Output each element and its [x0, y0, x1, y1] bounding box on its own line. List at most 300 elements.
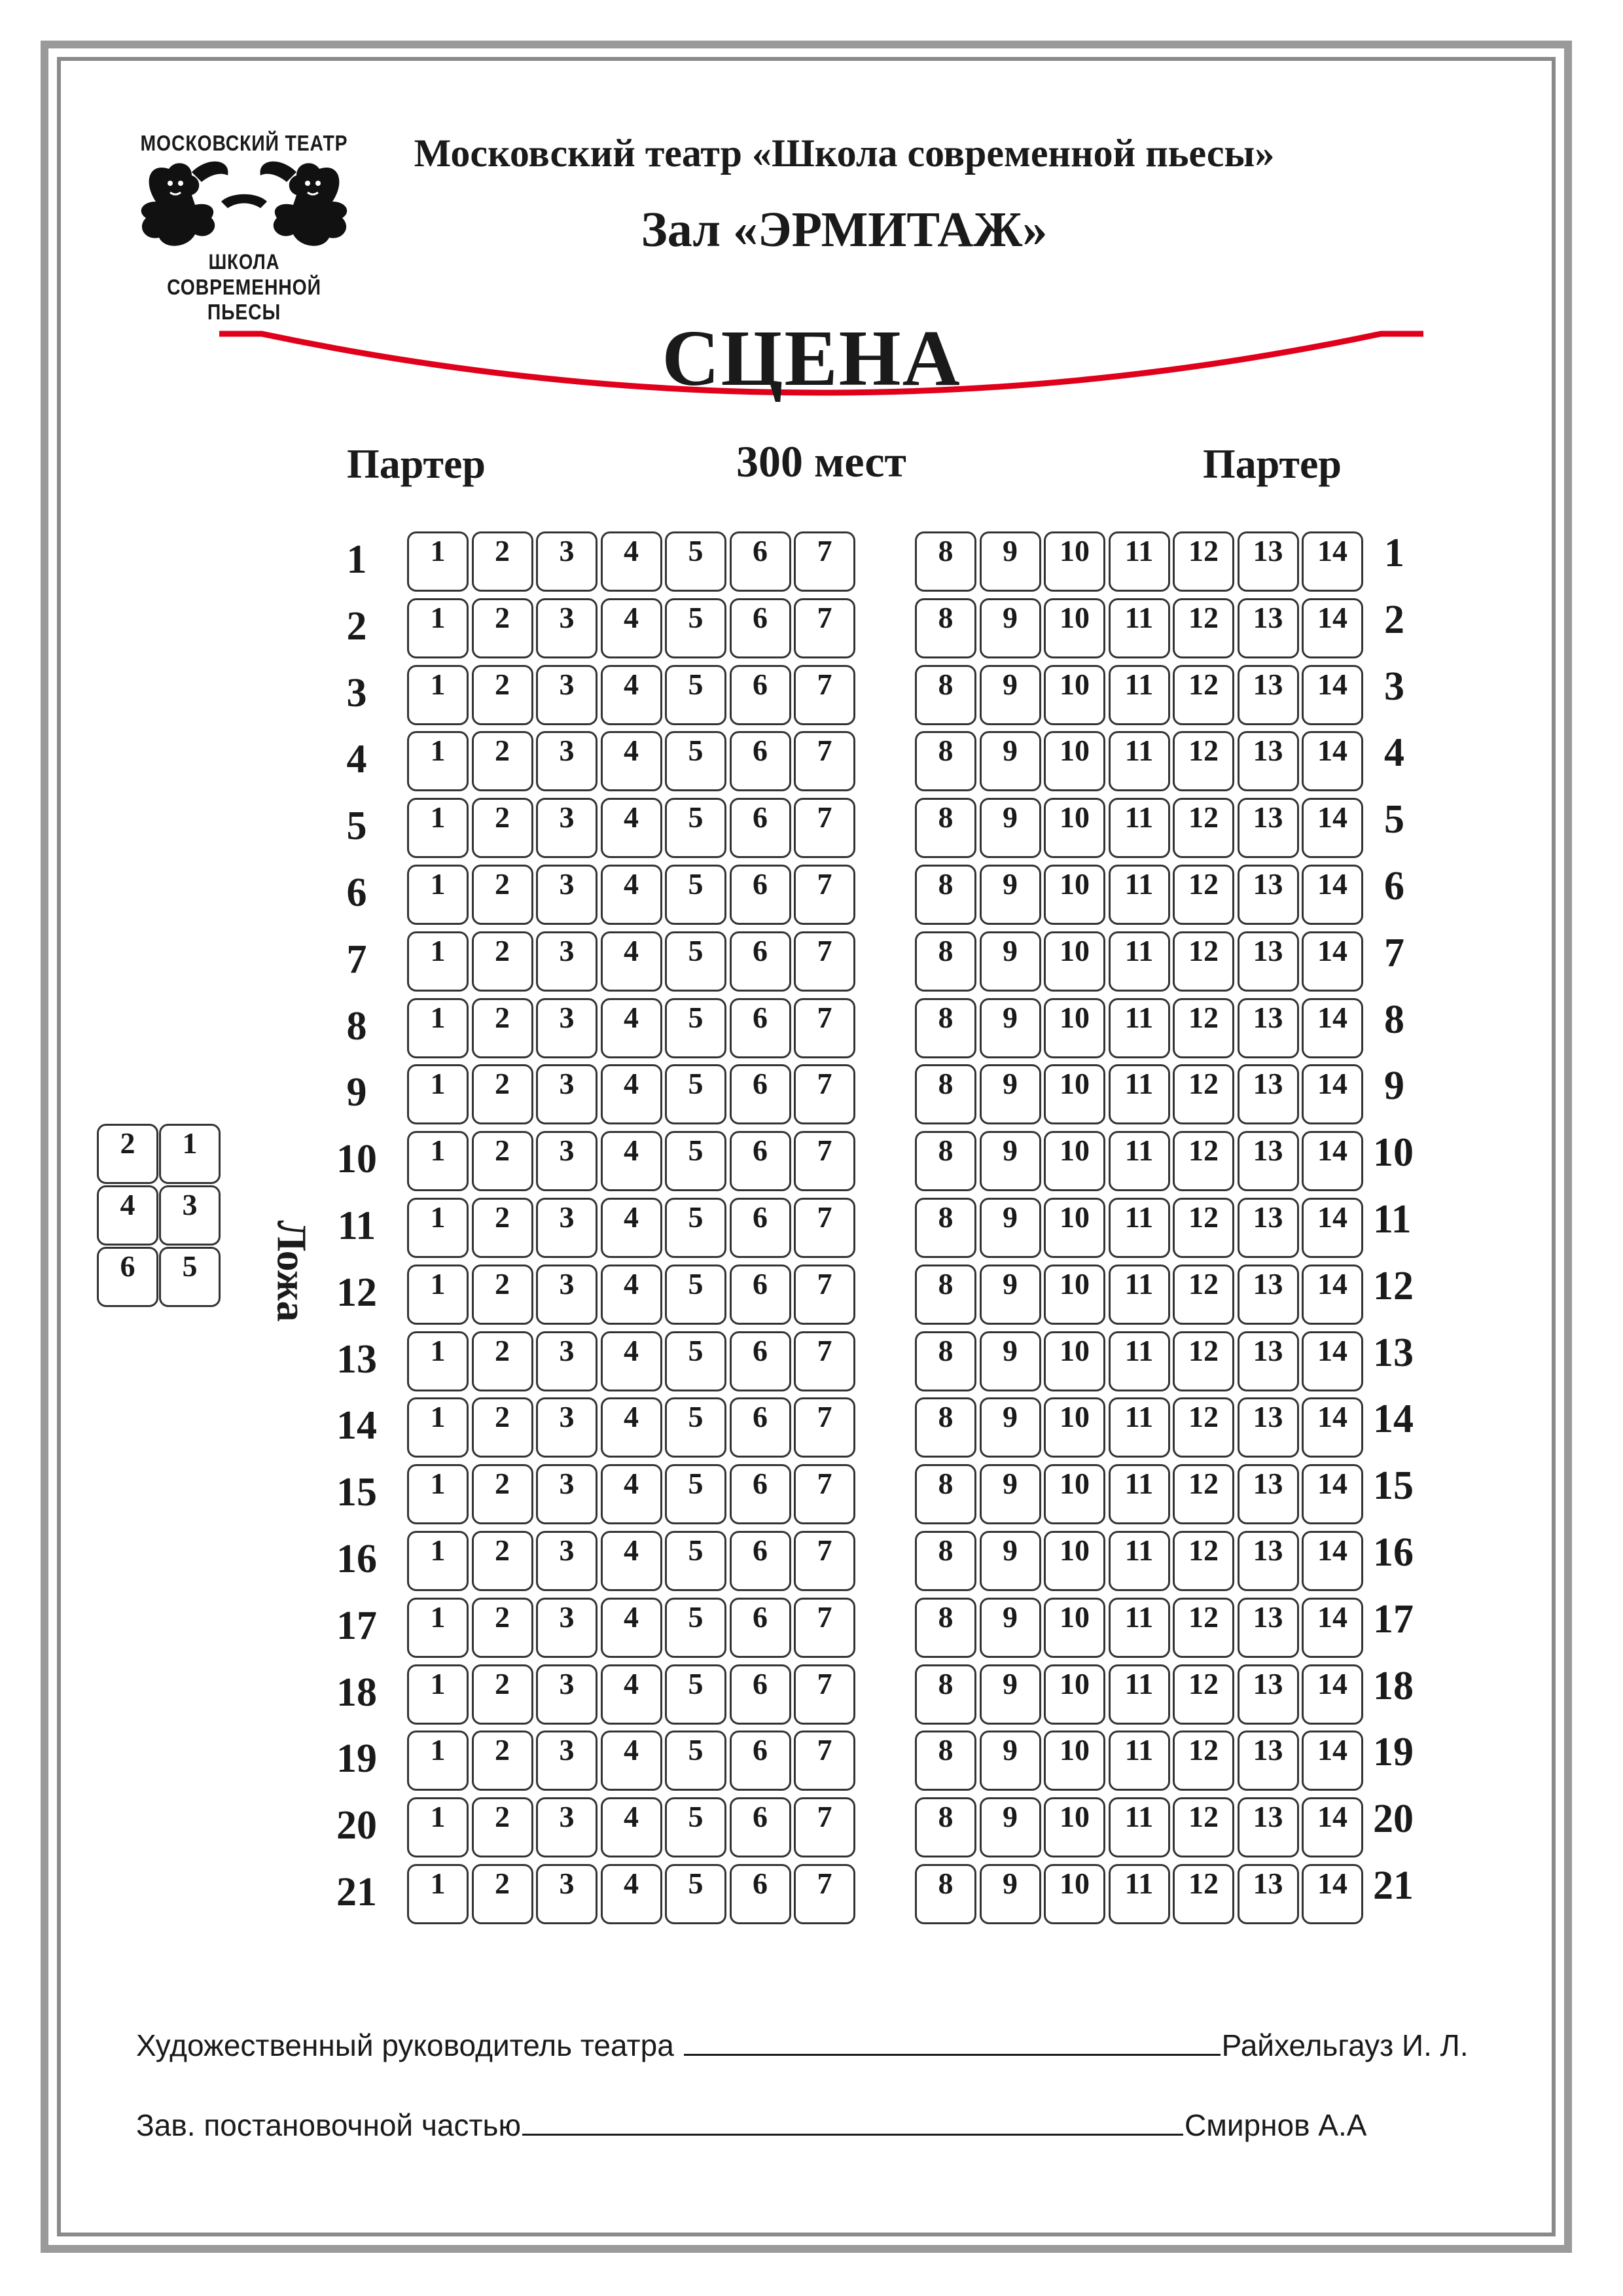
seat-row-21-8[interactable]: [915, 1864, 976, 1924]
seat-row-8-11[interactable]: [1109, 998, 1170, 1058]
seat-row-9-8[interactable]: [915, 1064, 976, 1124]
seat-row-9-10[interactable]: [1044, 1064, 1105, 1124]
box-seat-5[interactable]: [159, 1247, 221, 1307]
seat-row-4-4[interactable]: [601, 731, 662, 791]
seat-row-15-12[interactable]: [1173, 1464, 1234, 1524]
seat-row-19-5[interactable]: [665, 1731, 726, 1791]
seat-row-9-14[interactable]: [1302, 1064, 1363, 1124]
seat-row-16-6[interactable]: [730, 1531, 791, 1591]
seat-row-4-3[interactable]: [536, 731, 597, 791]
seat-row-14-7[interactable]: [794, 1397, 855, 1458]
seat-row-7-6[interactable]: [730, 931, 791, 992]
box-seat-4[interactable]: [97, 1185, 158, 1246]
seat-row-1-13[interactable]: [1238, 531, 1299, 592]
seat-row-5-1[interactable]: [407, 798, 469, 858]
seat-row-14-8[interactable]: [915, 1397, 976, 1458]
seat-row-7-13[interactable]: [1238, 931, 1299, 992]
seat-row-15-3[interactable]: [536, 1464, 597, 1524]
seat-row-13-9[interactable]: [980, 1331, 1041, 1391]
seat-row-5-12[interactable]: [1173, 798, 1234, 858]
seat-row-14-6[interactable]: [730, 1397, 791, 1458]
seat-row-14-4[interactable]: [601, 1397, 662, 1458]
seat-row-11-8[interactable]: [915, 1198, 976, 1258]
seat-row-11-10[interactable]: [1044, 1198, 1105, 1258]
seat-row-6-13[interactable]: [1238, 865, 1299, 925]
seat-row-19-9[interactable]: [980, 1731, 1041, 1791]
seat-row-14-12[interactable]: [1173, 1397, 1234, 1458]
seat-row-4-8[interactable]: [915, 731, 976, 791]
seat-row-5-14[interactable]: [1302, 798, 1363, 858]
seat-row-12-1[interactable]: [407, 1265, 469, 1325]
seat-row-20-6[interactable]: [730, 1797, 791, 1857]
seat-row-10-14[interactable]: [1302, 1131, 1363, 1191]
seat-row-21-9[interactable]: [980, 1864, 1041, 1924]
seat-row-12-6[interactable]: [730, 1265, 791, 1325]
seat-row-11-13[interactable]: [1238, 1198, 1299, 1258]
seat-row-4-2[interactable]: [472, 731, 533, 791]
seat-row-14-5[interactable]: [665, 1397, 726, 1458]
seat-row-11-6[interactable]: [730, 1198, 791, 1258]
seat-row-11-2[interactable]: [472, 1198, 533, 1258]
seat-row-7-14[interactable]: [1302, 931, 1363, 992]
seat-row-21-5[interactable]: [665, 1864, 726, 1924]
seat-row-8-14[interactable]: [1302, 998, 1363, 1058]
seat-row-17-7[interactable]: [794, 1598, 855, 1658]
seat-row-2-14[interactable]: [1302, 598, 1363, 658]
seat-row-8-6[interactable]: [730, 998, 791, 1058]
seat-row-10-6[interactable]: [730, 1131, 791, 1191]
seat-row-5-4[interactable]: [601, 798, 662, 858]
seat-row-3-11[interactable]: [1109, 665, 1170, 725]
seat-row-8-3[interactable]: [536, 998, 597, 1058]
seat-row-17-1[interactable]: [407, 1598, 469, 1658]
seat-row-2-13[interactable]: [1238, 598, 1299, 658]
seat-row-8-8[interactable]: [915, 998, 976, 1058]
seat-row-16-7[interactable]: [794, 1531, 855, 1591]
seat-row-21-3[interactable]: [536, 1864, 597, 1924]
seat-row-1-14[interactable]: [1302, 531, 1363, 592]
seat-row-5-7[interactable]: [794, 798, 855, 858]
seat-row-14-14[interactable]: [1302, 1397, 1363, 1458]
seat-row-16-9[interactable]: [980, 1531, 1041, 1591]
seat-row-15-9[interactable]: [980, 1464, 1041, 1524]
seat-row-1-7[interactable]: [794, 531, 855, 592]
seat-row-18-12[interactable]: [1173, 1664, 1234, 1725]
seat-row-1-11[interactable]: [1109, 531, 1170, 592]
seat-row-3-4[interactable]: [601, 665, 662, 725]
seat-row-19-14[interactable]: [1302, 1731, 1363, 1791]
seat-row-11-7[interactable]: [794, 1198, 855, 1258]
seat-row-16-12[interactable]: [1173, 1531, 1234, 1591]
seat-row-10-9[interactable]: [980, 1131, 1041, 1191]
seat-row-9-12[interactable]: [1173, 1064, 1234, 1124]
seat-row-18-2[interactable]: [472, 1664, 533, 1725]
seat-row-21-11[interactable]: [1109, 1864, 1170, 1924]
seat-row-6-2[interactable]: [472, 865, 533, 925]
seat-row-20-12[interactable]: [1173, 1797, 1234, 1857]
seat-row-19-12[interactable]: [1173, 1731, 1234, 1791]
seat-row-5-6[interactable]: [730, 798, 791, 858]
seat-row-3-10[interactable]: [1044, 665, 1105, 725]
seat-row-21-4[interactable]: [601, 1864, 662, 1924]
seat-row-19-4[interactable]: [601, 1731, 662, 1791]
seat-row-3-6[interactable]: [730, 665, 791, 725]
seat-row-2-8[interactable]: [915, 598, 976, 658]
seat-row-21-2[interactable]: [472, 1864, 533, 1924]
seat-row-2-1[interactable]: [407, 598, 469, 658]
seat-row-6-10[interactable]: [1044, 865, 1105, 925]
seat-row-19-6[interactable]: [730, 1731, 791, 1791]
seat-row-16-13[interactable]: [1238, 1531, 1299, 1591]
seat-row-13-12[interactable]: [1173, 1331, 1234, 1391]
seat-row-13-14[interactable]: [1302, 1331, 1363, 1391]
seat-row-16-11[interactable]: [1109, 1531, 1170, 1591]
seat-row-20-11[interactable]: [1109, 1797, 1170, 1857]
seat-row-14-11[interactable]: [1109, 1397, 1170, 1458]
seat-row-19-1[interactable]: [407, 1731, 469, 1791]
seat-row-12-5[interactable]: [665, 1265, 726, 1325]
seat-row-3-14[interactable]: [1302, 665, 1363, 725]
seat-row-11-11[interactable]: [1109, 1198, 1170, 1258]
seat-row-13-2[interactable]: [472, 1331, 533, 1391]
seat-row-18-5[interactable]: [665, 1664, 726, 1725]
seat-row-17-10[interactable]: [1044, 1598, 1105, 1658]
seat-row-10-1[interactable]: [407, 1131, 469, 1191]
seat-row-18-14[interactable]: [1302, 1664, 1363, 1725]
seat-row-3-7[interactable]: [794, 665, 855, 725]
seat-row-18-6[interactable]: [730, 1664, 791, 1725]
seat-row-19-13[interactable]: [1238, 1731, 1299, 1791]
seat-row-1-9[interactable]: [980, 531, 1041, 592]
seat-row-5-2[interactable]: [472, 798, 533, 858]
seat-row-16-4[interactable]: [601, 1531, 662, 1591]
seat-row-17-14[interactable]: [1302, 1598, 1363, 1658]
seat-row-7-11[interactable]: [1109, 931, 1170, 992]
seat-row-3-3[interactable]: [536, 665, 597, 725]
seat-row-3-12[interactable]: [1173, 665, 1234, 725]
seat-row-20-4[interactable]: [601, 1797, 662, 1857]
seat-row-1-8[interactable]: [915, 531, 976, 592]
box-seat-2[interactable]: [97, 1124, 158, 1184]
seat-row-15-5[interactable]: [665, 1464, 726, 1524]
seat-row-17-4[interactable]: [601, 1598, 662, 1658]
seat-row-15-10[interactable]: [1044, 1464, 1105, 1524]
seat-row-9-4[interactable]: [601, 1064, 662, 1124]
seat-row-18-11[interactable]: [1109, 1664, 1170, 1725]
seat-row-15-7[interactable]: [794, 1464, 855, 1524]
seat-row-12-13[interactable]: [1238, 1265, 1299, 1325]
seat-row-20-13[interactable]: [1238, 1797, 1299, 1857]
seat-row-8-10[interactable]: [1044, 998, 1105, 1058]
seat-row-4-5[interactable]: [665, 731, 726, 791]
seat-row-10-13[interactable]: [1238, 1131, 1299, 1191]
seat-row-12-12[interactable]: [1173, 1265, 1234, 1325]
seat-row-10-8[interactable]: [915, 1131, 976, 1191]
seat-row-16-14[interactable]: [1302, 1531, 1363, 1591]
seat-row-11-12[interactable]: [1173, 1198, 1234, 1258]
seat-row-10-10[interactable]: [1044, 1131, 1105, 1191]
seat-row-15-6[interactable]: [730, 1464, 791, 1524]
seat-row-1-4[interactable]: [601, 531, 662, 592]
seat-row-1-1[interactable]: [407, 531, 469, 592]
seat-row-19-8[interactable]: [915, 1731, 976, 1791]
seat-row-8-4[interactable]: [601, 998, 662, 1058]
seat-row-20-10[interactable]: [1044, 1797, 1105, 1857]
seat-row-2-6[interactable]: [730, 598, 791, 658]
seat-row-6-12[interactable]: [1173, 865, 1234, 925]
seat-row-18-7[interactable]: [794, 1664, 855, 1725]
seat-row-6-1[interactable]: [407, 865, 469, 925]
seat-row-17-6[interactable]: [730, 1598, 791, 1658]
seat-row-21-6[interactable]: [730, 1864, 791, 1924]
seat-row-17-12[interactable]: [1173, 1598, 1234, 1658]
seat-row-11-14[interactable]: [1302, 1198, 1363, 1258]
seat-row-10-5[interactable]: [665, 1131, 726, 1191]
box-seat-3[interactable]: [159, 1185, 221, 1246]
seat-row-18-10[interactable]: [1044, 1664, 1105, 1725]
seat-row-19-2[interactable]: [472, 1731, 533, 1791]
seat-row-5-11[interactable]: [1109, 798, 1170, 858]
seat-row-1-6[interactable]: [730, 531, 791, 592]
seat-row-1-12[interactable]: [1173, 531, 1234, 592]
seat-row-16-2[interactable]: [472, 1531, 533, 1591]
seat-row-14-3[interactable]: [536, 1397, 597, 1458]
seat-row-6-7[interactable]: [794, 865, 855, 925]
seat-row-16-8[interactable]: [915, 1531, 976, 1591]
seat-row-5-10[interactable]: [1044, 798, 1105, 858]
seat-row-9-13[interactable]: [1238, 1064, 1299, 1124]
seat-row-10-4[interactable]: [601, 1131, 662, 1191]
seat-row-7-7[interactable]: [794, 931, 855, 992]
seat-row-20-2[interactable]: [472, 1797, 533, 1857]
seat-row-5-5[interactable]: [665, 798, 726, 858]
seat-row-12-4[interactable]: [601, 1265, 662, 1325]
seat-row-6-4[interactable]: [601, 865, 662, 925]
seat-row-18-8[interactable]: [915, 1664, 976, 1725]
seat-row-21-12[interactable]: [1173, 1864, 1234, 1924]
seat-row-6-14[interactable]: [1302, 865, 1363, 925]
seat-row-21-14[interactable]: [1302, 1864, 1363, 1924]
seat-row-14-13[interactable]: [1238, 1397, 1299, 1458]
seat-row-5-13[interactable]: [1238, 798, 1299, 858]
seat-row-12-9[interactable]: [980, 1265, 1041, 1325]
seat-row-3-8[interactable]: [915, 665, 976, 725]
seat-row-7-9[interactable]: [980, 931, 1041, 992]
seat-row-20-3[interactable]: [536, 1797, 597, 1857]
seat-row-1-10[interactable]: [1044, 531, 1105, 592]
seat-row-2-7[interactable]: [794, 598, 855, 658]
seat-row-9-7[interactable]: [794, 1064, 855, 1124]
seat-row-3-1[interactable]: [407, 665, 469, 725]
seat-row-8-9[interactable]: [980, 998, 1041, 1058]
seat-row-20-7[interactable]: [794, 1797, 855, 1857]
seat-row-10-2[interactable]: [472, 1131, 533, 1191]
seat-row-1-2[interactable]: [472, 531, 533, 592]
seat-row-3-2[interactable]: [472, 665, 533, 725]
seat-row-4-14[interactable]: [1302, 731, 1363, 791]
seat-row-4-11[interactable]: [1109, 731, 1170, 791]
seat-row-15-11[interactable]: [1109, 1464, 1170, 1524]
seat-row-17-5[interactable]: [665, 1598, 726, 1658]
seat-row-18-3[interactable]: [536, 1664, 597, 1725]
seat-row-20-8[interactable]: [915, 1797, 976, 1857]
seat-row-15-2[interactable]: [472, 1464, 533, 1524]
seat-row-11-3[interactable]: [536, 1198, 597, 1258]
seat-row-13-4[interactable]: [601, 1331, 662, 1391]
seat-row-13-1[interactable]: [407, 1331, 469, 1391]
seat-row-14-2[interactable]: [472, 1397, 533, 1458]
seat-row-6-11[interactable]: [1109, 865, 1170, 925]
seat-row-14-1[interactable]: [407, 1397, 469, 1458]
seat-row-12-2[interactable]: [472, 1265, 533, 1325]
seat-row-8-1[interactable]: [407, 998, 469, 1058]
seat-row-20-9[interactable]: [980, 1797, 1041, 1857]
seat-row-6-9[interactable]: [980, 865, 1041, 925]
seat-row-4-6[interactable]: [730, 731, 791, 791]
seat-row-13-6[interactable]: [730, 1331, 791, 1391]
seat-row-3-5[interactable]: [665, 665, 726, 725]
seat-row-11-1[interactable]: [407, 1198, 469, 1258]
seat-row-11-5[interactable]: [665, 1198, 726, 1258]
box-seat-1[interactable]: [159, 1124, 221, 1184]
seat-row-10-7[interactable]: [794, 1131, 855, 1191]
seat-row-11-9[interactable]: [980, 1198, 1041, 1258]
seat-row-13-10[interactable]: [1044, 1331, 1105, 1391]
seat-row-13-3[interactable]: [536, 1331, 597, 1391]
seat-row-4-10[interactable]: [1044, 731, 1105, 791]
seat-row-15-8[interactable]: [915, 1464, 976, 1524]
seat-row-2-2[interactable]: [472, 598, 533, 658]
seat-row-18-1[interactable]: [407, 1664, 469, 1725]
seat-row-7-10[interactable]: [1044, 931, 1105, 992]
seat-row-7-2[interactable]: [472, 931, 533, 992]
seat-row-6-8[interactable]: [915, 865, 976, 925]
seat-row-2-10[interactable]: [1044, 598, 1105, 658]
seat-row-8-7[interactable]: [794, 998, 855, 1058]
seat-row-12-11[interactable]: [1109, 1265, 1170, 1325]
seat-row-21-10[interactable]: [1044, 1864, 1105, 1924]
seat-row-4-13[interactable]: [1238, 731, 1299, 791]
seat-row-9-5[interactable]: [665, 1064, 726, 1124]
seat-row-13-5[interactable]: [665, 1331, 726, 1391]
seat-row-16-1[interactable]: [407, 1531, 469, 1591]
seat-row-4-1[interactable]: [407, 731, 469, 791]
seat-row-7-4[interactable]: [601, 931, 662, 992]
seat-row-9-1[interactable]: [407, 1064, 469, 1124]
seat-row-12-8[interactable]: [915, 1265, 976, 1325]
seat-row-2-4[interactable]: [601, 598, 662, 658]
seat-row-4-12[interactable]: [1173, 731, 1234, 791]
seat-row-2-11[interactable]: [1109, 598, 1170, 658]
seat-row-3-13[interactable]: [1238, 665, 1299, 725]
seat-row-17-11[interactable]: [1109, 1598, 1170, 1658]
box-seat-6[interactable]: [97, 1247, 158, 1307]
seat-row-7-5[interactable]: [665, 931, 726, 992]
seat-row-9-9[interactable]: [980, 1064, 1041, 1124]
seat-row-19-11[interactable]: [1109, 1731, 1170, 1791]
seat-row-2-3[interactable]: [536, 598, 597, 658]
seat-row-13-11[interactable]: [1109, 1331, 1170, 1391]
seat-row-18-13[interactable]: [1238, 1664, 1299, 1725]
seat-row-17-8[interactable]: [915, 1598, 976, 1658]
seat-row-12-10[interactable]: [1044, 1265, 1105, 1325]
seat-row-14-9[interactable]: [980, 1397, 1041, 1458]
seat-row-9-11[interactable]: [1109, 1064, 1170, 1124]
seat-row-10-12[interactable]: [1173, 1131, 1234, 1191]
seat-row-13-13[interactable]: [1238, 1331, 1299, 1391]
seat-row-7-1[interactable]: [407, 931, 469, 992]
seat-row-2-5[interactable]: [665, 598, 726, 658]
seat-row-1-5[interactable]: [665, 531, 726, 592]
seat-row-16-3[interactable]: [536, 1531, 597, 1591]
seat-row-11-4[interactable]: [601, 1198, 662, 1258]
seat-row-14-10[interactable]: [1044, 1397, 1105, 1458]
seat-row-2-9[interactable]: [980, 598, 1041, 658]
seat-row-5-8[interactable]: [915, 798, 976, 858]
seat-row-8-5[interactable]: [665, 998, 726, 1058]
seat-row-10-3[interactable]: [536, 1131, 597, 1191]
seat-row-12-7[interactable]: [794, 1265, 855, 1325]
seat-row-13-8[interactable]: [915, 1331, 976, 1391]
seat-row-7-3[interactable]: [536, 931, 597, 992]
seat-row-7-8[interactable]: [915, 931, 976, 992]
seat-row-8-2[interactable]: [472, 998, 533, 1058]
seat-row-20-14[interactable]: [1302, 1797, 1363, 1857]
seat-row-3-9[interactable]: [980, 665, 1041, 725]
seat-row-1-3[interactable]: [536, 531, 597, 592]
seat-row-18-9[interactable]: [980, 1664, 1041, 1725]
seat-row-8-13[interactable]: [1238, 998, 1299, 1058]
seat-row-9-6[interactable]: [730, 1064, 791, 1124]
seat-row-12-14[interactable]: [1302, 1265, 1363, 1325]
seat-row-5-9[interactable]: [980, 798, 1041, 858]
seat-row-17-9[interactable]: [980, 1598, 1041, 1658]
seat-row-12-3[interactable]: [536, 1265, 597, 1325]
seat-row-10-11[interactable]: [1109, 1131, 1170, 1191]
seat-row-21-1[interactable]: [407, 1864, 469, 1924]
seat-row-17-3[interactable]: [536, 1598, 597, 1658]
seat-row-6-6[interactable]: [730, 865, 791, 925]
seat-row-20-1[interactable]: [407, 1797, 469, 1857]
seat-row-17-2[interactable]: [472, 1598, 533, 1658]
seat-row-19-7[interactable]: [794, 1731, 855, 1791]
seat-row-9-3[interactable]: [536, 1064, 597, 1124]
seat-row-13-7[interactable]: [794, 1331, 855, 1391]
seat-row-21-13[interactable]: [1238, 1864, 1299, 1924]
seat-row-15-4[interactable]: [601, 1464, 662, 1524]
seat-row-16-5[interactable]: [665, 1531, 726, 1591]
seat-row-8-12[interactable]: [1173, 998, 1234, 1058]
seat-row-15-14[interactable]: [1302, 1464, 1363, 1524]
seat-row-16-10[interactable]: [1044, 1531, 1105, 1591]
seat-row-4-9[interactable]: [980, 731, 1041, 791]
seat-row-21-7[interactable]: [794, 1864, 855, 1924]
seat-row-15-1[interactable]: [407, 1464, 469, 1524]
seat-row-15-13[interactable]: [1238, 1464, 1299, 1524]
seat-row-19-10[interactable]: [1044, 1731, 1105, 1791]
seat-row-9-2[interactable]: [472, 1064, 533, 1124]
seat-row-17-13[interactable]: [1238, 1598, 1299, 1658]
seat-row-5-3[interactable]: [536, 798, 597, 858]
seat-row-18-4[interactable]: [601, 1664, 662, 1725]
seat-row-6-5[interactable]: [665, 865, 726, 925]
seat-row-19-3[interactable]: [536, 1731, 597, 1791]
seat-row-4-7[interactable]: [794, 731, 855, 791]
seat-row-7-12[interactable]: [1173, 931, 1234, 992]
seat-row-6-3[interactable]: [536, 865, 597, 925]
seat-row-20-5[interactable]: [665, 1797, 726, 1857]
seat-row-2-12[interactable]: [1173, 598, 1234, 658]
